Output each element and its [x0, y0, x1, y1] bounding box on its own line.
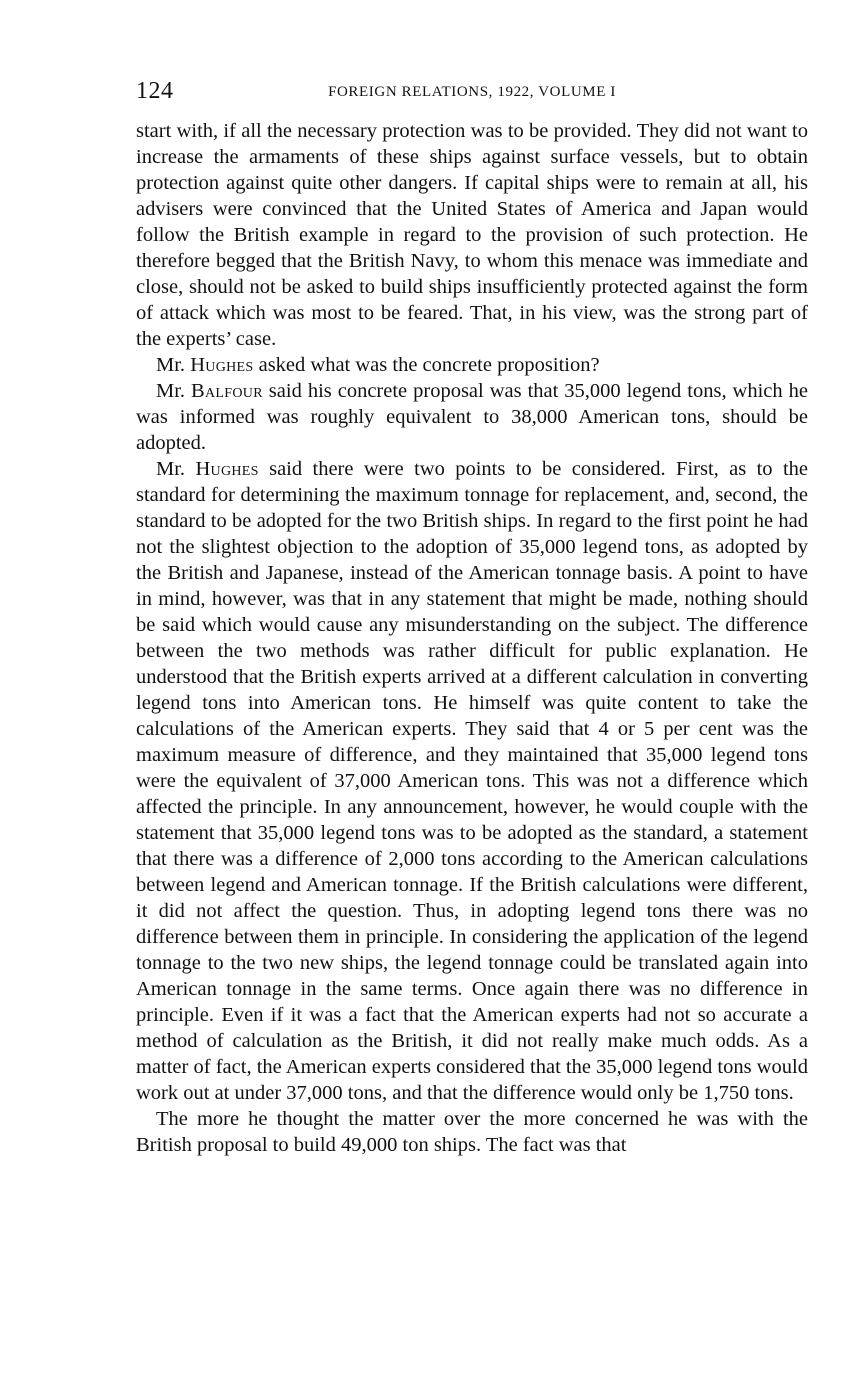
page-number: 124	[136, 78, 174, 104]
paragraph-continuation	[136, 118, 808, 352]
speaker-prefix: Mr.	[156, 458, 196, 480]
page-header	[136, 78, 808, 118]
speaker-name: Hughes	[190, 354, 254, 376]
paragraph-hughes-question	[136, 352, 808, 378]
paragraph-balfour-proposal	[136, 378, 808, 456]
paragraph-text: start with, if all the necessary protection was to be provided. They did not want to increase the armaments of these ships against surface vessels, but to obtain protection against quite other dangers. If capital ships were to remain at all, his advisers were convinced that the United States of America and Japan would follow the British example in regard to the provision of such protection. He therefore begged that the British Navy, to whom this menace was immediate and close, should not be asked to build ships insufficiently protected against the form of attack which was most to be feared. That, in his view, was the strong part of the experts’ case.	[136, 120, 808, 350]
paragraph-closing	[136, 1106, 808, 1158]
running-title: FOREIGN RELATIONS, 1922, VOLUME I	[328, 84, 616, 100]
paragraph-text: The more he thought the matter over the more concerned he was with the British proposal to build 49,000 ton ships. The fact was that	[136, 1108, 808, 1156]
speaker-name: Balfour	[191, 380, 263, 402]
paragraph-hughes-response	[136, 456, 808, 1106]
paragraph-text: said there were two points to be considered. First, as to the standard for determining the maximum tonnage for replacement, and, second, the standard to be adopted for the two British ships. In regard to the first point he had not the slightest objection to the adoption of 35,000 legend tons, as adopted by the British and Japanese, instead of the American tonnage basis. A point to have in mind, however, was that in any statement that might be made, nothing should be said which would cause any misunderstanding on the subject. The difference between the two methods was rather difficult for public explanation. He understood that the British experts arrived at a different calculation in converting legend tons into American tons. He himself was quite content to take the calculations of the American experts. They said that 4 or 5 per cent was the maximum measure of difference, and they maintained that 35,000 legend tons were the equivalent of 37,000 American tons. This was not a difference which affected the principle. In any announcement, however, he would couple with the statement that 35,000 legend tons was to be adopted as the standard, a statement that there was a difference of 2,000 tons according to the American calculations between legend and American tonnage. If the British calculations were different, it did not affect the question. Thus, in adopting legend tons there was no difference between them in principle. In considering the application of the legend tonnage to the two new ships, the legend tonnage could be translated again into American tonnage in the same terms. Once again there was no difference in principle. Even if it was a fact that the American experts had not so accurate a method of calculation as the British, it did not really make much odds. As a matter of fact, the American experts considered that the 35,000 legend tons would work out at under 37,000 tons, and that the difference would only be 1,750 tons.	[136, 458, 808, 1104]
paragraph-text: said his concrete proposal was that 35,000 legend tons, which he was informed was roughly equivalent to 38,000 American tons, should be adopted.	[136, 380, 808, 454]
speaker-prefix: Mr.	[156, 354, 191, 376]
paragraph-text: asked what was the concrete proposition?	[253, 354, 600, 376]
speaker-prefix: Mr.	[156, 380, 192, 402]
document-page	[136, 78, 808, 1158]
speaker-name: Hughes	[195, 458, 259, 480]
